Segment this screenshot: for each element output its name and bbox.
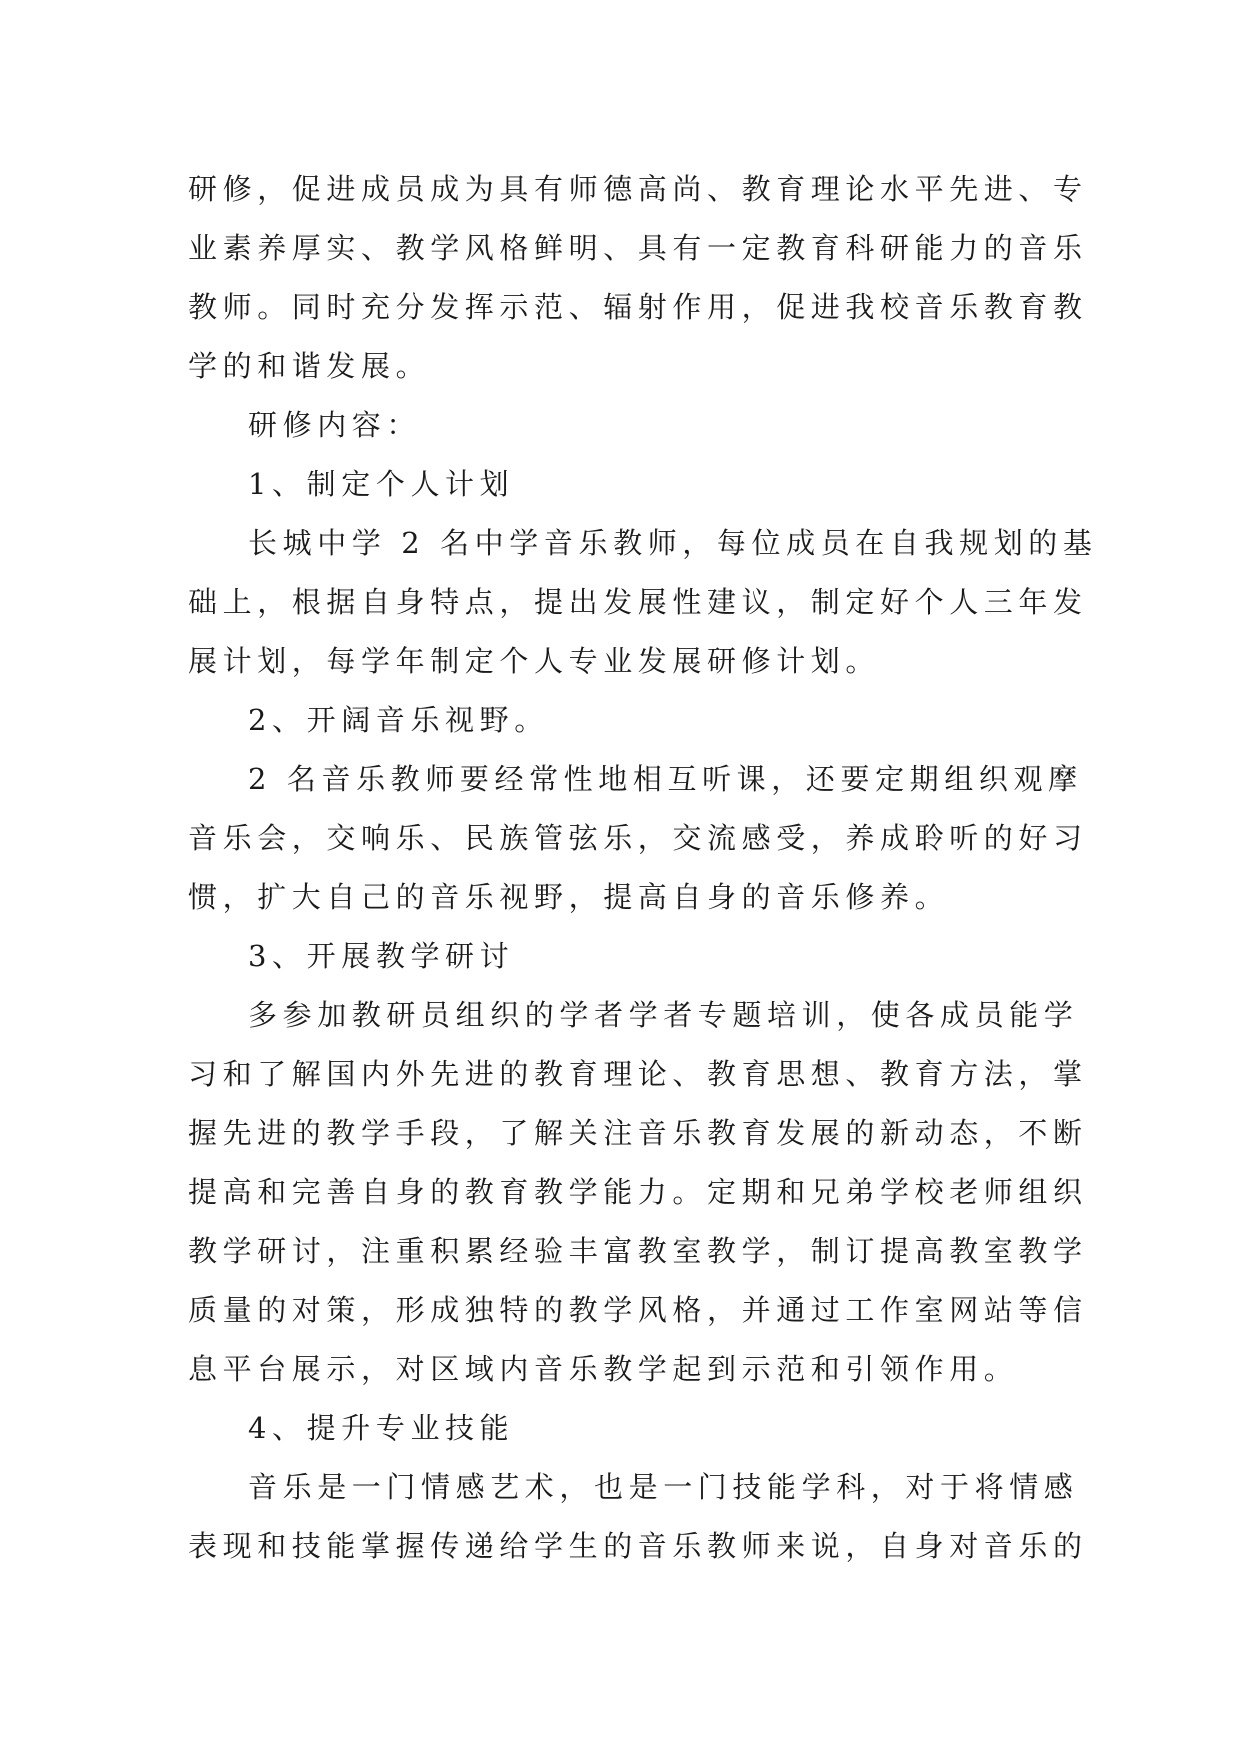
text-line: 息平台展示，对区域内音乐教学起到示范和引领作用。 <box>188 1352 1019 1386</box>
paragraph-start-line: 4、提升专业技能 <box>248 1411 515 1445</box>
paragraph-start-line: 1、制定个人计划 <box>248 467 515 501</box>
paragraph-start-line: 2 名音乐教师要经常性地相互听课，还要定期组织观摩 <box>248 762 1083 796</box>
text-line: 握先进的教学手段，了解关注音乐教育发展的新动态，不断 <box>188 1116 1088 1150</box>
text-line: 础上，根据自身特点，提出发展性建议，制定好个人三年发 <box>188 585 1088 619</box>
text-line: 学的和谐发展。 <box>188 349 431 383</box>
text-line: 表现和技能掌握传递给学生的音乐教师来说，自身对音乐的 <box>188 1529 1088 1563</box>
text-line: 业素养厚实、教学风格鲜明、具有一定教育科研能力的音乐 <box>188 231 1088 265</box>
text-line: 惯，扩大自己的音乐视野，提高自身的音乐修养。 <box>188 880 950 914</box>
paragraph-start-line: 研修内容： <box>248 408 422 442</box>
paragraph-start-line: 音乐是一门情感艺术，也是一门技能学科，对于将情感 <box>248 1470 1079 1504</box>
text-line: 研修，促进成员成为具有师德高尚、教育理论水平先进、专 <box>188 172 1088 206</box>
paragraph-start-line: 3、开展教学研讨 <box>248 939 515 973</box>
text-line: 习和了解国内外先进的教育理论、教育思想、教育方法，掌 <box>188 1057 1088 1091</box>
text-line: 教师。同时充分发挥示范、辐射作用，促进我校音乐教育教 <box>188 290 1088 324</box>
paragraph-start-line: 多参加教研员组织的学者学者专题培训，使各成员能学 <box>248 998 1079 1032</box>
paragraph-start-line: 长城中学 2 名中学音乐教师，每位成员在自我规划的基 <box>248 526 1098 560</box>
text-line: 展计划，每学年制定个人专业发展研修计划。 <box>188 644 881 678</box>
text-line: 教学研讨，注重积累经验丰富教室教学，制订提高教室教学 <box>188 1234 1088 1268</box>
text-line: 质量的对策，形成独特的教学风格，并通过工作室网站等信 <box>188 1293 1088 1327</box>
paragraph-start-line: 2、开阔音乐视野。 <box>248 703 549 737</box>
document-page <box>188 160 1098 1576</box>
text-line: 音乐会，交响乐、民族管弦乐，交流感受，养成聆听的好习 <box>188 821 1088 855</box>
text-line: 提高和完善自身的教育教学能力。定期和兄弟学校老师组织 <box>188 1175 1088 1209</box>
